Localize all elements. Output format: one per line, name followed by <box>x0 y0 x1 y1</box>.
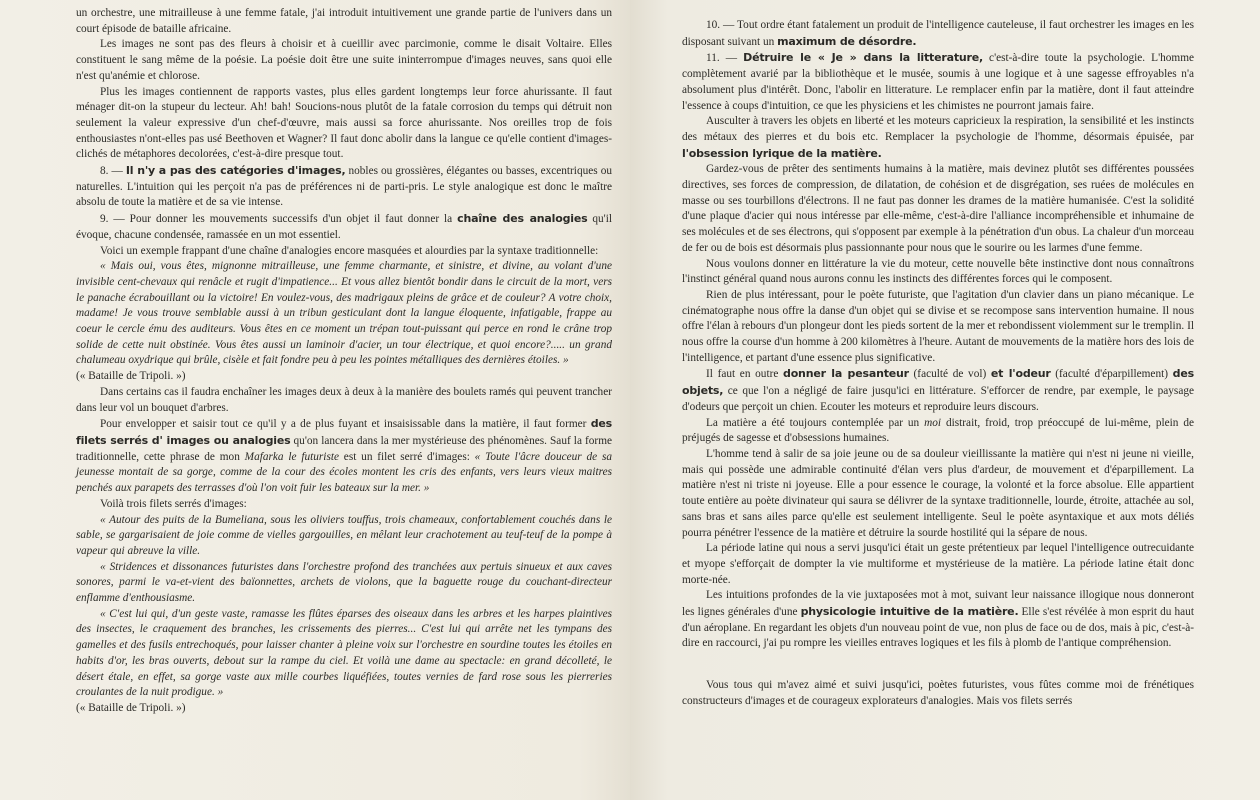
quotation: « Mais oui, vous êtes, mignonne mitrailleuse, une femme charmante, et sinistre, et divine, au volant d'une invisible cent-chevaux qui renâcle et rugit d'impatience... Et vous allez bientôt bondir dans le circuit de la mort, vers le panache écrabouillant ou la victoire! En voulez-vous, des madrigaux pleins de grâce et de couleur? A votre choix, madame! Je vous trouve semblable aussi à un tribun gesticulant dont la langue éloquente, infatigable, frappe au coeur le cercle ému des auditeurs. Vous êtes en ce moment un trépan tout-puissant qui perce en rond le crâne trop solide de cette nuit obstinée. Vous êtes aussi un laminoir d'acier, un tour électrique, et quoi encore?..... un grand chalumeau oxydrique qui brûle, cisèle et fait fondre peu à peu les pointes métalliques des dernières étoiles. » <box>76 260 612 367</box>
paragraph: Vous tous qui m'avez aimé et suivi jusqu'ici, poètes futuristes, vous fûtes comme moi de frénétiques constructeurs d'images et de courageux explorateurs d'analogies. Mais vos filets serrés <box>682 679 1194 707</box>
highlight: maximum de désordre. <box>777 34 917 48</box>
point-9: 9. — Pour donner les mouvements successifs d'un objet il faut donner la chaîne des analogies qu'il évoque, chacune condensée, ramassée en un mot essentiel. <box>76 212 612 241</box>
paragraph: Voilà trois filets serrés d'images: <box>100 497 247 510</box>
inline-quotation: « Toute l'âcre douceur de sa jeunesse montait de sa gorge, comme de la cour des écoles montent les cris des enfants, vers leurs vieux maitres penchés aux parapets des terrasses d'où l'on voit fuir les bateaux sur la mer. » <box>76 450 612 495</box>
highlight: Détruire le « Je » dans la litterature, <box>743 51 983 65</box>
paragraph: Plus les images contiennent de rapports vastes, plus elles gardent longtemps leur force ahurissante. Il faut ménager dit-on la stupeur du lecteur. Ah! bah! Soucions-nous plutôt de la fatale corrosion du temps qui détruit non seulement la valeur expressive d'un chef-d'œuvre, mais aussi sa force ahurissante. Nos oreilles trop de fois enthousiastes n'ont-elles pas usé Beethoven et Wagner? Il faut donc abolir dans la langue ce qu'elle contient d'images-clichés de métaphores decolorées, c'est-à-dire presque tout. <box>76 85 612 161</box>
source-citation: (« Bataille de Tripoli. ») <box>76 701 186 714</box>
paragraph: Les intuitions profondes de la vie juxtaposées mot à mot, suivant leur naissance illogique nous donneront les lignes générales d'une physicologie intuitive de la matière. Elle s'est révélée à mon esprit du haut d'un aéroplane. En regardant les objets d'un nouveau point de vue, non plus de face ou de dos, mais à pic, c'est-à-dire en raccourci, j'ai pu rompre les vieilles entraves logiques et les fils à plomb de l'antique compréhension. <box>682 589 1194 650</box>
highlight: et l'odeur <box>990 367 1051 381</box>
quotation: « Autour des puits de la Bumeliana, sous les oliviers touffus, trois chameaux, confortablement couchés dans le sable, se gargarisaient de joie comme de vielles gargouilles, en mêlant leur crachotement au teuf-teuf de la pompe à vapeur qui abreuve la ville. <box>76 513 612 557</box>
paragraph: Gardez-vous de prêter des sentiments humains à la matière, mais devinez plutôt ses différentes poussées directives, ses forces de compression, de dilatation, de cohésion et de disgrégation, ses ruées de molécules en masse ou ses tourbillons d'électrons. Il ne faut pas donner les drames de la matière humanisée. C'est la solidité d'une plaque d'acier qui nous intéresse par elle-même, c'est-à-dire l'alliance incompréhensible et inhumaine de ses molécules et de ses électrons, qui s'opposent par exemple à la pénétration d'un obus. La chaleur d'un morceau de fer ou de bois est désormais plus passionnante pour nous que le sourire ou les larmes d'une femme. <box>682 163 1194 254</box>
point-10: 10. — Tout ordre étant fatalement un produit de l'intelligence cauteleuse, il faut orchestrer les images en les disposant suivant un maximum de désordre. <box>682 19 1194 48</box>
emphasis: moi <box>924 416 942 429</box>
paragraph: Voici un exemple frappant d'une chaîne d'analogies encore masquées et alourdies par la syntaxe traditionnelle: <box>100 244 599 257</box>
paragraph: Nous voulons donner en littérature la vie du moteur, cette nouvelle bête instinctive dont nous connaîtrons l'instinct général quand nous aurons connu les instincts des différentes forces qui le composent. <box>682 257 1194 286</box>
highlight: l'obsession lyrique de la matière. <box>682 146 882 160</box>
source-citation: (« Bataille de Tripoli. ») <box>76 370 186 383</box>
point-11: 11. — Détruire le « Je » dans la litterature, c'est-à-dire toute la psychologie. L'homme complètement avarié par la bibliothèque et le musée, soumis à une logique et à une sagesse effroyables n'a absolument plus d'intérêt. Donc, l'abolir en litterature. Le remplacer enfin par la matière, dont il faut atteindre l'essence à coups d'intuition, ce que les physiciens et les chimistes ne pourront jamais faire. <box>682 51 1194 112</box>
quotation: « Stridences et dissonances futuristes dans l'orchestre profond des tranchées aux pertuis sinueux et aux caves sonores, parmi le va-et-vient des baïonnettes, archets de violons, que la baguette rouge du couchant-directeur enflamme d'enthousiasme. <box>76 560 612 605</box>
paragraph: Il faut en outre donner la pesanteur (faculté de vol) et l'odeur (faculté d'éparpillement) des objets, ce que l'on a négligé de faire jusqu'ici en littérature. S'efforcer de rendre, par exemple, le paysage d'odeurs que perçoit un chien. Ecouter les moteurs et reproduire leurs discours. <box>682 367 1194 413</box>
paragraph: un orchestre, une mitrailleuse à une femme fatale, j'ai introduit intuitivement une grande partie de l'univers dans un court épisode de bataille africaine. <box>76 7 612 35</box>
paragraph: Les images ne sont pas des fleurs à choisir et à cueillir avec parcimonie, comme le disait Voltaire. Elles constituent le sang même de la poésie. La poésie doit être une suite ininterrompue d'images neuves, sans quoi elle n'est qu'anémie et chlorose. <box>76 38 612 82</box>
paragraph: L'homme tend à salir de sa joie jeune ou de sa douleur vieillissante la matière qui n'est ni jeune ni vieille, mais qui possède une admirable continuité d'élan vers plus d'ardeur, de mouvement et d'éparpillement. La matière n'est ni triste ni joyeuse. Elle a pour essence le courage, la volonté et la force absolue. Elle appartient toute entière au poète divinateur qui saura se délivrer de la syntaxe traditionnelle, lourde, étroite, attachée au sol, sans bras et sans ailes parce qu'elle est seulement intelligente. Seul le poète asyntaxique et aux mots déliés pourra pénétrer l'essence de la matière et détruire la sourde hostilité qui la sépare de nous. <box>682 447 1194 539</box>
highlight: chaîne des analogies <box>457 212 588 226</box>
paragraph: Ausculter à travers les objets en liberté et les moteurs capricieux la respiration, la sensibilité et les instincts des métaux des pierres et du bois etc. Remplacer la psychologie de l'homme, désormais épuisée, par l'obsession lyrique de la matière. <box>682 115 1194 160</box>
paragraph: La période latine qui nous a servi jusqu'ici était un geste prétentieux par lequel l'intelligence outrecuidante et myope s'efforçait de dompter la vie multiforme et mystérieuse de la matière. La période latine était donc morte-née. <box>682 542 1194 586</box>
highlight: des objets, <box>682 367 1194 398</box>
quotation: « C'est lui qui, d'un geste vaste, ramasse les flûtes éparses des oiseaux dans les arbres et les harpes plaintives des insectes, le craquement des branches, les crissements des pierres... C'est lui qui arrête net les tympans des gamelles et des fusils entrechoqués, pour laisser chanter à pleine voix sur l'orchestre en sourdine toutes les étoiles en habits d'or, les bras ouverts, debout sur la rampe du ciel. Et voilà une dame au spectacle: en grand décolleté, le désert étale, en effet, sa gorge vaste aux mille courbes liquéfiées, toutes vernies de fard rose sous les pierreries croulantes de la nuit prodigue. » <box>76 607 612 699</box>
book-title: Mafarka le futuriste <box>244 450 339 463</box>
paragraph: Rien de plus intéressant, pour le poète futuriste, que l'agitation d'un clavier dans un piano mécanique. Le cinématographe nous offre la danse d'un objet qui se divise et se recompose sans intervention humaine. Il nous offre l'élan à rebours d'un plongeur dont les pieds sortent de la mer et rebondissent violemment sur le tremplin. Il nous offre la course d'un homme à 200 kilomètres à l'heure. Autant de mouvements de la matière hors des lois de l'intelligence, et partant d'une essence plus significative. <box>682 288 1194 364</box>
point-8: 8. — Il n'y a pas des catégories d'images, nobles ou grossières, élégantes ou basses, excentriques ou naturelles. L'intuition qui les perçoit n'a pas de préférences ni de parti-pris. Le style analogique est donc le maître absolu de toute la matière et de sa vie intense. <box>76 164 613 209</box>
paragraph: Dans certains cas il faudra enchaîner les images deux à deux à la manière des boulets ramés qui peuvent trancher dans leur vol un bouquet d'arbres. <box>76 385 612 414</box>
paragraph: Pour envelopper et saisir tout ce qu'il y a de plus fuyant et insaisissable dans la matière, il faut former des filets serrés d' images ou analogies qu'on lancera dans la mer mystérieuse des phénomènes. Sauf la forme traditionnelle, cette phrase de mon Mafarka le futuriste est un filet serré d'images: « Toute l'âcre douceur de sa jeunesse montait de sa gorge, comme de la cour des écoles montent les cris des enfants, vers leurs vieux maitres penchés aux parapets des terrasses d'où l'on voit fuir les bateaux sur la mer. » <box>76 417 612 495</box>
right-page <box>630 0 1260 800</box>
highlight: Il n'y a pas des catégories d'images, <box>125 164 346 178</box>
highlight: donner la pesanteur <box>783 367 909 381</box>
highlight: des filets serrés d' images ou analogies <box>76 417 612 447</box>
highlight: physicologie intuitive de la matière. <box>800 605 1019 619</box>
paragraph: La matière a été toujours contemplée par un moi distrait, froid, trop préoccupé de lui-même, plein de préjugés de sagesse et d'obsessions humaines. <box>682 416 1195 445</box>
